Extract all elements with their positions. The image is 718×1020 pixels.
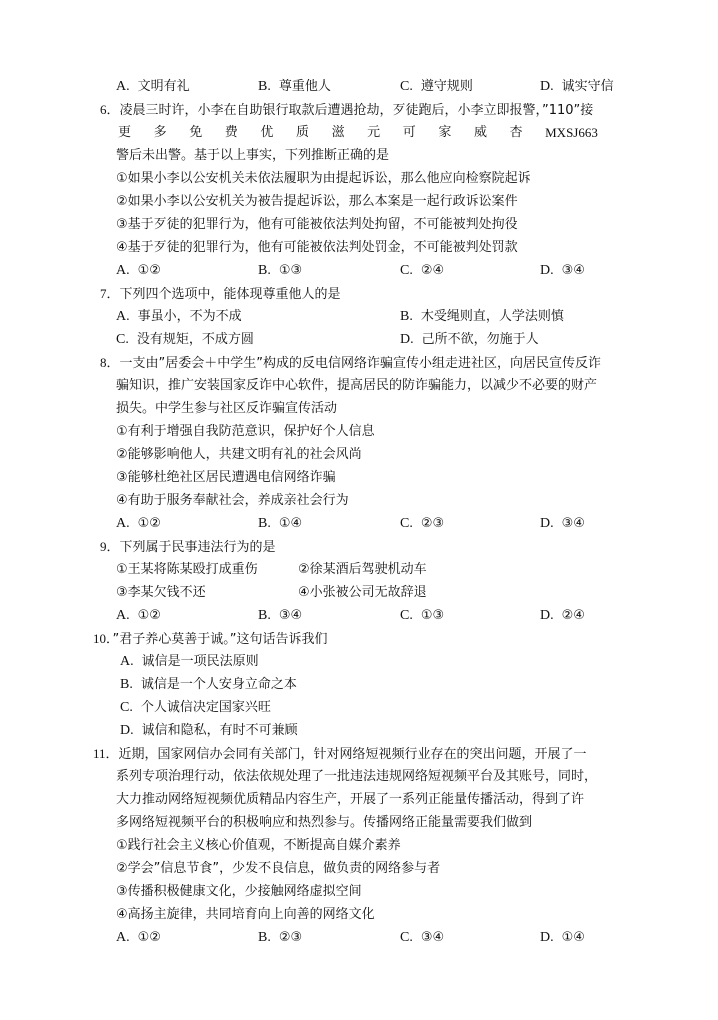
q11-statement-4: ④高扬主旋律，共同培育向上向善的网络文化 (116, 907, 375, 922)
q10-stem: 10．”君子养心莫善于诚。”这句话告诉我们 (93, 631, 328, 647)
q11-stem-line-2: 系列专项治理行动，依法依规处理了一批违法违规网络短视频平台及其账号，同时， (116, 769, 598, 784)
q5-option-a: A. 文明有礼 (116, 79, 190, 94)
q6-option-b: B. ①③ (258, 263, 303, 278)
q9-statement-3: ③李某欠钱不还 (116, 585, 206, 600)
q9-statement-2: ②徐某酒后驾驶机动车 (298, 562, 427, 577)
q8-statement-2: ②能够影响他人，共建文明有礼的社会风尚 (116, 447, 362, 462)
q6-spread-line: 更 多 免 费 优 质 滋 元 可 家 威 杏 MXSJ663 (118, 125, 598, 140)
q9-statement-4: ④小张被公司无故辞退 (298, 585, 427, 600)
q11-stem-line-3: 大力推动网络短视频优质精品内容生产，开展了一系列正能量传播活动，得到了许 (116, 792, 585, 807)
q11-option-d: D. ①④ (540, 930, 585, 945)
q8-stem-line-3: 损失。中学生参与社区反诈骗宣传活动 (116, 401, 338, 416)
q11-statement-3: ③传播积极健康文化，少接触网络虚拟空间 (116, 884, 362, 899)
q11-statement-1: ①践行社会主义核心价值观，不断提高自媒介素养 (116, 838, 401, 853)
q6-option-d: D. ③④ (540, 263, 585, 278)
q8-option-b: B. ①④ (258, 516, 303, 531)
q11-stem-line-4: 多网络短视频平台的积极响应和热烈参与。传播网络正能量需要我们做到 (116, 815, 533, 830)
q6-stem-line-2: 警后未出警。基于以上事实，下列推断正确的是 (116, 148, 390, 163)
q6-option-c: C. ②④ (400, 263, 445, 278)
q5-option-c: C. 遵守规则 (400, 79, 473, 94)
q11-option-a: A. ①② (116, 930, 161, 945)
q9-stem: 9．下列属于民事违法行为的是 (100, 539, 276, 555)
q8-statement-4: ④有助于服务奉献社会，养成亲社会行为 (116, 493, 349, 508)
q7-option-c: C. 没有规矩，不成方圆 (116, 332, 254, 347)
q8-statement-3: ③能够杜绝社区居民遭遇电信网络诈骗 (116, 470, 336, 485)
q10-option-c: C. 个人诚信决定国家兴旺 (120, 700, 271, 715)
q9-option-a: A. ①② (116, 608, 161, 623)
q6-statement-4: ④基于歹徒的犯罪行为，他有可能被依法判处罚金，不可能被判处罚款 (116, 240, 518, 255)
q6-stem-line-1: 6．凌晨三时许，小李在自助银行取款后遭遇抢劫，歹徒跑后，小李立即报警，”110”接 (100, 102, 594, 118)
q8-statement-1: ①有利于增强自我防范意识，保护好个人信息 (116, 424, 375, 439)
q6-statement-3: ③基于歹徒的犯罪行为，他有可能被依法判处拘留，不可能被判处拘役 (116, 217, 518, 232)
q11-stem-line-1: 11．近期，国家网信办会同有关部门，针对网络短视频行业存在的突出问题，开展了一 (93, 746, 587, 762)
q10-option-d: D. 诚信和隐私，有时不可兼顾 (120, 723, 298, 738)
q6-option-a: A. ①② (116, 263, 161, 278)
q8-option-a: A. ①② (116, 516, 161, 531)
q5-option-b: B. 尊重他人 (258, 79, 331, 94)
q9-option-b: B. ③④ (258, 608, 303, 623)
q11-option-b: B. ②③ (258, 930, 303, 945)
q8-stem-line-2: 骗知识，推广安装国家反诈中心软件，提高居民的防诈骗能力，以减少不必要的财产 (116, 378, 598, 393)
q7-option-b: B. 木受绳则直，人学法则慎 (400, 309, 564, 324)
q6-statement-1: ①如果小李以公安机关未依法履职为由提起诉讼，那么他应向检察院起诉 (116, 171, 531, 186)
q8-option-c: C. ②③ (400, 516, 445, 531)
q7-option-a: A. 事虽小，不为不成 (116, 309, 242, 324)
q9-option-d: D. ②④ (540, 608, 585, 623)
q5-option-d: D. 诚实守信 (540, 79, 614, 94)
q7-option-d: D. 己所不欲，勿施于人 (400, 332, 539, 347)
q9-statement-1: ①王某将陈某殴打成重伤 (116, 562, 258, 577)
q11-option-c: C. ③④ (400, 930, 445, 945)
q8-option-d: D. ③④ (540, 516, 585, 531)
q8-stem-line-1: 8．一支由”居委会＋中学生”构成的反电信网络诈骗宣传小组走进社区，向居民宣传反诈 (100, 355, 601, 371)
q10-option-a: A. 诚信是一项民法原则 (120, 654, 259, 669)
q11-statement-2: ②学会”信息节食”，少发不良信息，做负责的网络参与者 (116, 861, 441, 876)
q10-option-b: B. 诚信是一个人安身立命之本 (120, 677, 297, 692)
q9-option-c: C. ①③ (400, 608, 445, 623)
q6-statement-2: ②如果小李以公安机关为被告提起诉讼，那么本案是一起行政诉讼案件 (116, 194, 518, 209)
q7-stem: 7．下列四个选项中，能体现尊重他人的是 (100, 286, 341, 302)
